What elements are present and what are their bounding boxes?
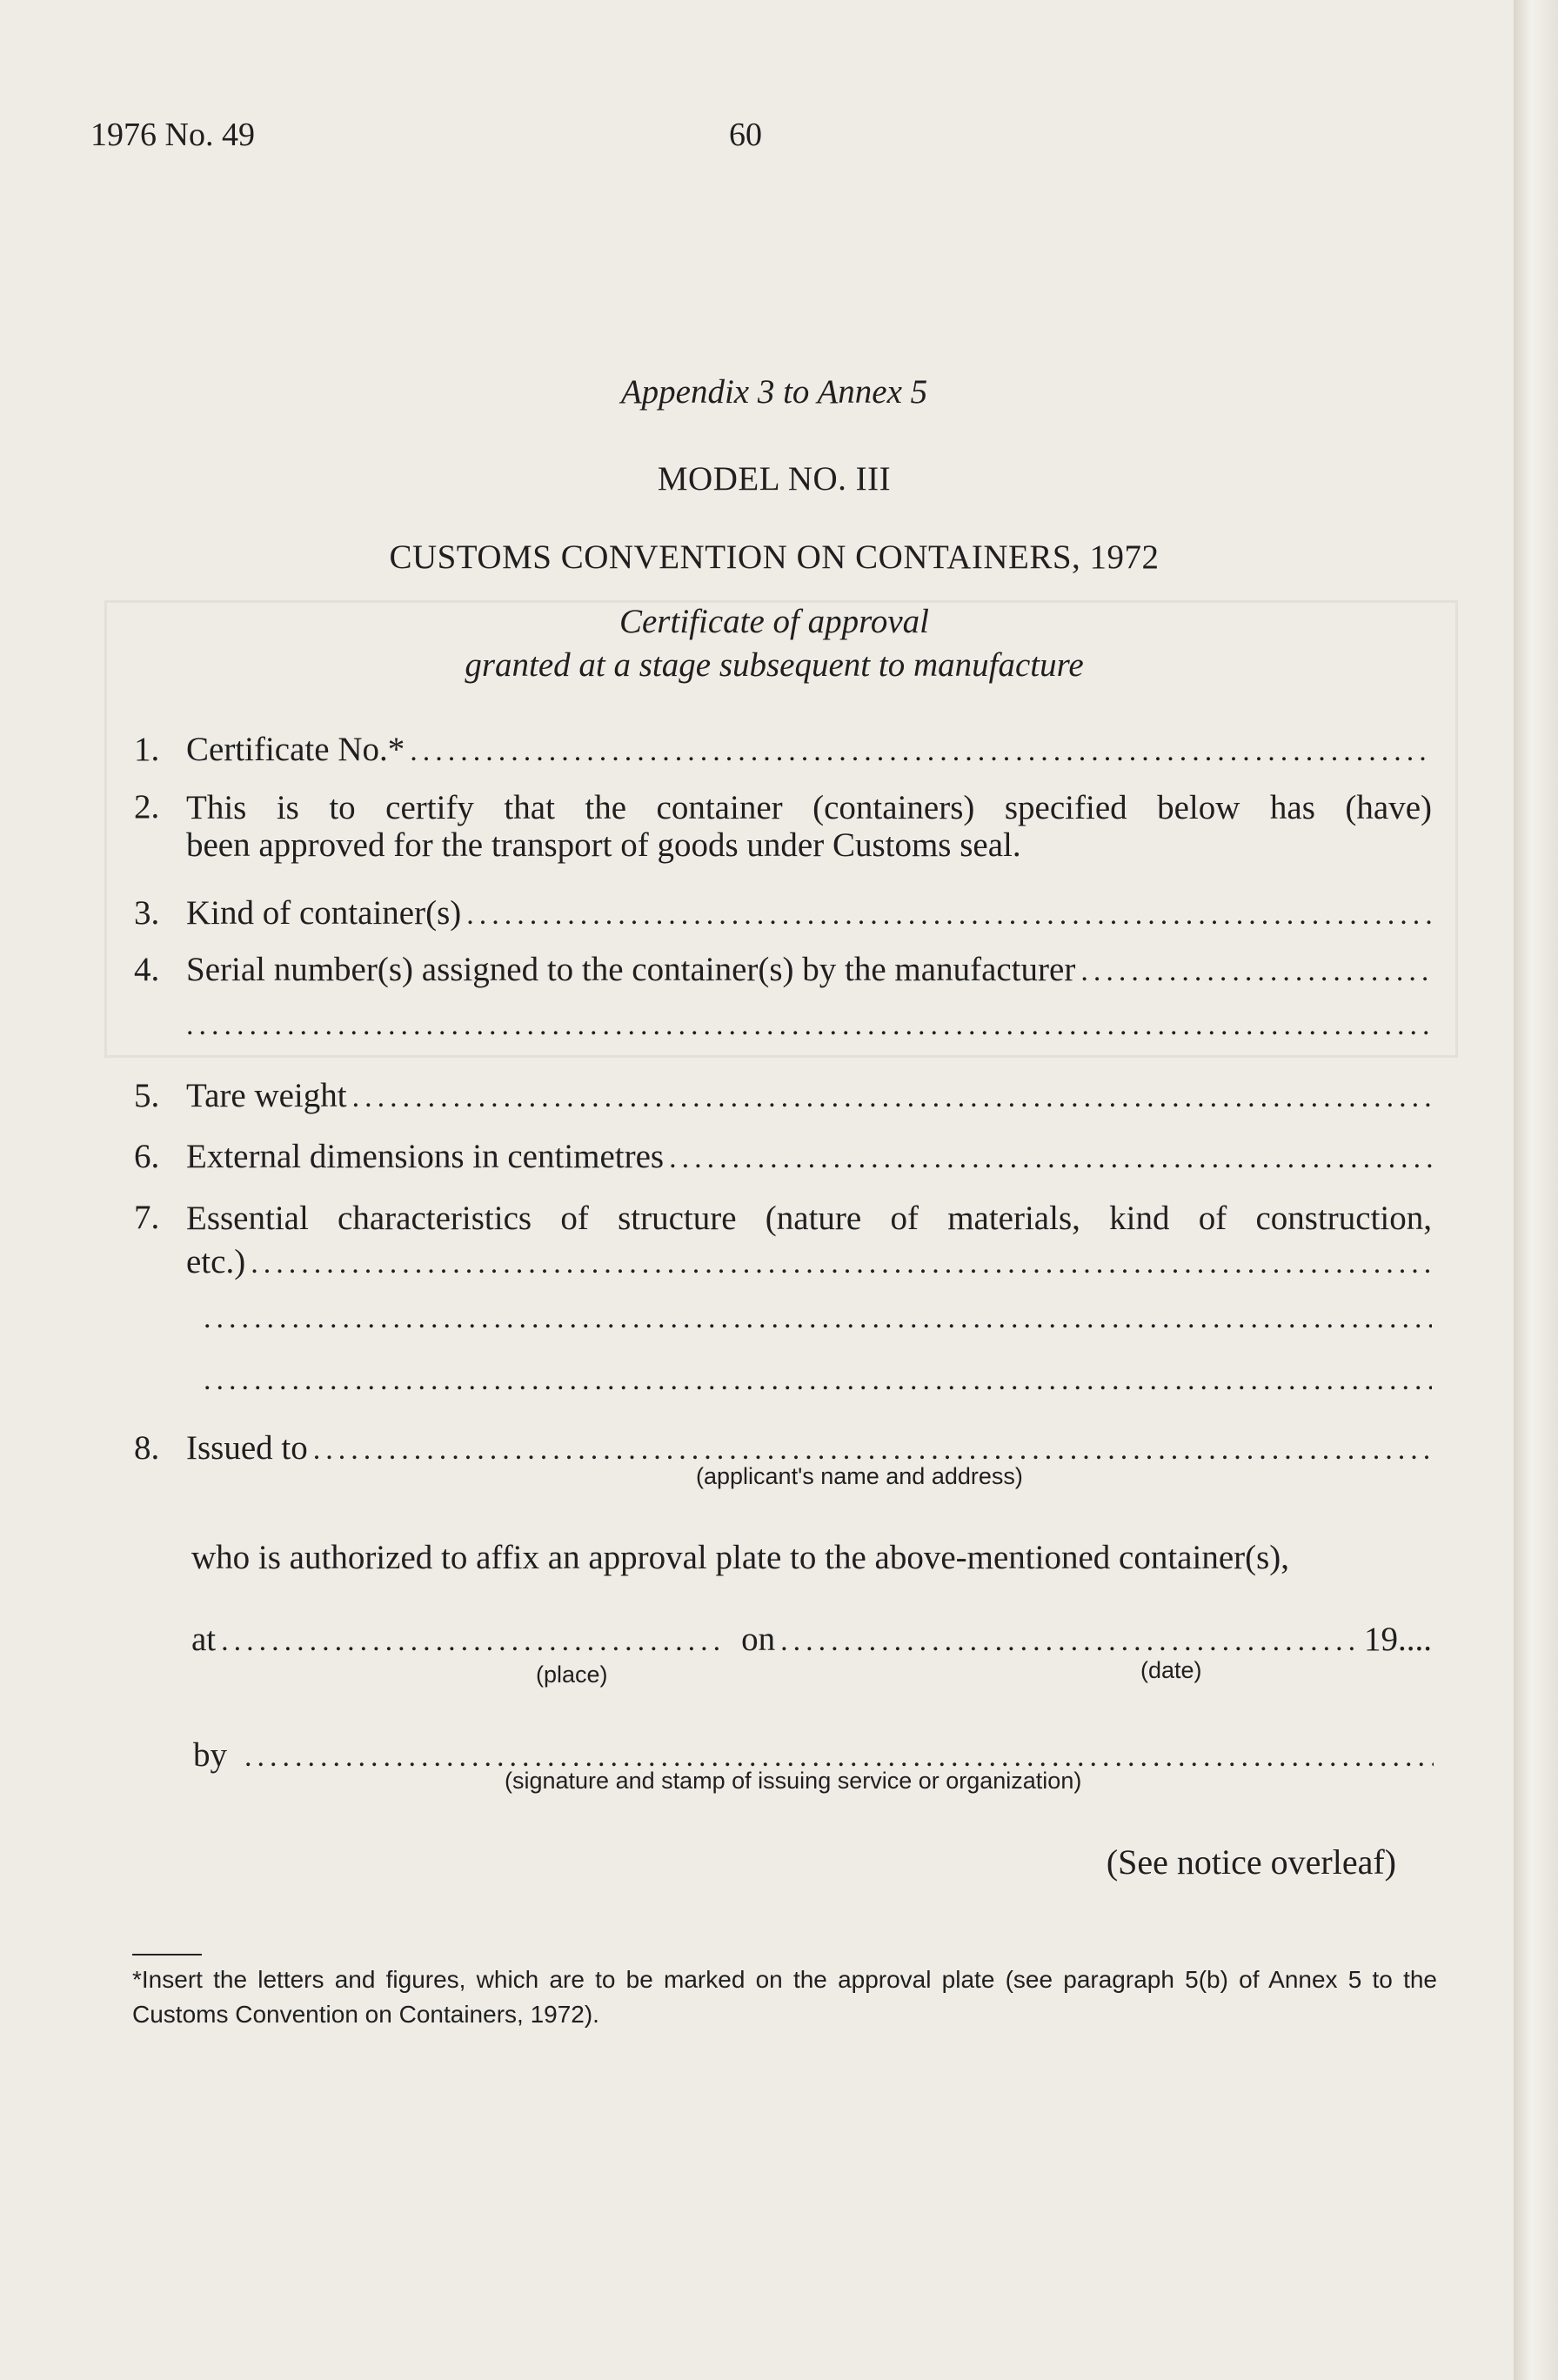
fill-in-dots[interactable] bbox=[466, 899, 1432, 932]
item-number: 3. bbox=[134, 894, 160, 932]
item-number: 6. bbox=[134, 1138, 160, 1175]
certificate-title: Certificate of approval bbox=[619, 603, 929, 640]
applicant-caption: (applicant's name and address) bbox=[696, 1463, 1023, 1489]
item-4-serial-numbers bbox=[136, 950, 1432, 992]
item-7-continuation-2 bbox=[204, 1364, 1432, 1406]
signature-caption: (signature and stamp of issuing service or organization) bbox=[505, 1768, 1082, 1794]
place-dots[interactable] bbox=[221, 1625, 726, 1658]
item-number: 2. bbox=[134, 788, 160, 826]
on-label: on bbox=[741, 1621, 776, 1658]
at-on-line bbox=[191, 1620, 1432, 1661]
item-2-line-1: This is to certify that the container (containers) specified below has (have) bbox=[186, 789, 1432, 826]
item-number: 8. bbox=[134, 1429, 160, 1467]
item-number: 1. bbox=[134, 731, 160, 768]
fill-in-dots[interactable] bbox=[410, 735, 1432, 768]
see-notice-overleaf: (See notice overleaf) bbox=[1106, 1842, 1396, 1882]
authorized-statement bbox=[191, 1538, 1437, 1580]
date-dots[interactable] bbox=[780, 1625, 1361, 1658]
item-number: 5. bbox=[134, 1077, 160, 1114]
footnote: *Insert the letters and figures, which are to be marked on the approval plate (see paragraph 5(b) of Annex 5 to the Customs Convention on Containers, 1972). bbox=[132, 1966, 1437, 2028]
item-7-line-2 bbox=[186, 1242, 1432, 1284]
item-label: External dimensions in centimetres bbox=[186, 1138, 665, 1175]
item-4-continuation bbox=[186, 1009, 1432, 1051]
item-text: etc.) bbox=[186, 1243, 246, 1280]
item-label: Certificate No.* bbox=[186, 731, 405, 768]
year-label: 19.... bbox=[1364, 1621, 1432, 1658]
item-text: been approved for the transport of goods under Customs seal. bbox=[186, 826, 1021, 864]
granted-subtitle: granted at a stage subsequent to manufacture bbox=[465, 646, 1084, 684]
binding-edge bbox=[1514, 0, 1558, 2380]
appendix-title: Appendix 3 to Annex 5 bbox=[620, 373, 928, 411]
by-label: by bbox=[193, 1736, 227, 1774]
at-label: at bbox=[191, 1621, 217, 1658]
item-7-line-1: Essential characteristics of structure (nature of materials, kind of construction, bbox=[186, 1200, 1432, 1237]
convention-title: CUSTOMS CONVENTION ON CONTAINERS, 1972 bbox=[389, 538, 1160, 576]
item-7-continuation-1 bbox=[204, 1302, 1432, 1344]
fill-in-dots[interactable] bbox=[1080, 955, 1432, 988]
fill-in-dots[interactable] bbox=[251, 1247, 1432, 1280]
item-label: Tare weight bbox=[186, 1077, 347, 1114]
header-year-number: 1976 No. 49 bbox=[90, 117, 255, 153]
authorized-text: who is authorized to affix an approval plate to the above-mentioned container(s), bbox=[191, 1539, 1290, 1576]
item-label: Issued to bbox=[186, 1429, 308, 1467]
item-label: Serial number(s) assigned to the container(s) by the manufacturer bbox=[186, 951, 1076, 988]
item-2-line-2 bbox=[186, 826, 1432, 867]
item-label: Kind of container(s) bbox=[186, 894, 462, 932]
model-title: MODEL NO. III bbox=[657, 460, 892, 498]
item-number: 7. bbox=[134, 1199, 160, 1236]
fill-in-dots[interactable] bbox=[186, 1009, 1432, 1042]
fill-in-dots[interactable] bbox=[669, 1142, 1432, 1175]
date-caption: (date) bbox=[1140, 1657, 1202, 1683]
item-5-tare-weight bbox=[136, 1076, 1432, 1118]
fill-in-dots[interactable] bbox=[313, 1434, 1432, 1467]
item-1-certificate-no bbox=[136, 730, 1432, 772]
item-6-external-dimensions bbox=[136, 1137, 1432, 1179]
item-number: 4. bbox=[134, 951, 160, 988]
fill-in-dots[interactable] bbox=[204, 1364, 1432, 1397]
footnote-rule bbox=[132, 1954, 202, 1955]
place-caption: (place) bbox=[536, 1661, 608, 1688]
page-number: 60 bbox=[729, 117, 762, 153]
fill-in-dots[interactable] bbox=[352, 1081, 1432, 1114]
item-3-kind-of-container bbox=[136, 893, 1432, 935]
fill-in-dots[interactable] bbox=[204, 1302, 1432, 1335]
